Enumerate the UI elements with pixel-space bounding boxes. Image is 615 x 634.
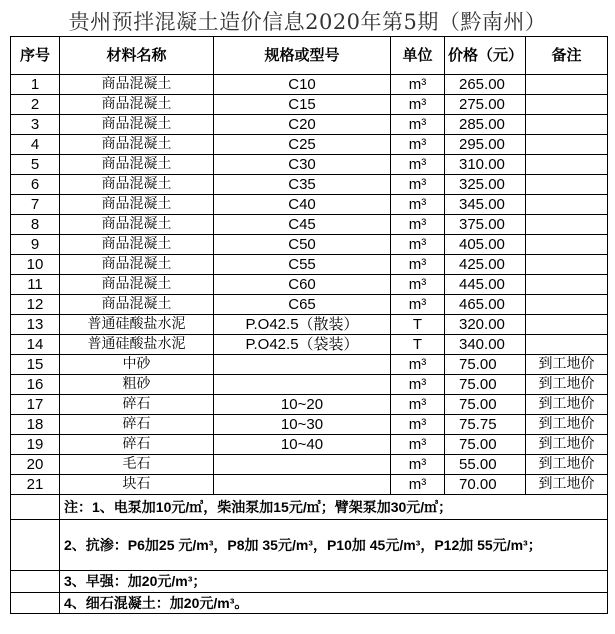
row-material-name: 商品混凝土 xyxy=(60,175,214,195)
header-seq: 序号 xyxy=(11,37,60,75)
row-price: 70.00 xyxy=(445,475,526,495)
table-row xyxy=(11,255,608,275)
row-remark xyxy=(526,135,608,155)
note-spacer xyxy=(11,571,60,593)
row-material-name: 商品混凝土 xyxy=(60,295,214,315)
row-remark: 到工地价 xyxy=(526,455,608,475)
note-spacer xyxy=(11,495,60,520)
row-price: 425.00 xyxy=(445,255,526,275)
row-material-name: 毛石 xyxy=(60,455,214,475)
row-seq: 14 xyxy=(11,335,60,355)
row-seq: 11 xyxy=(11,275,60,295)
row-unit: m³ xyxy=(391,175,445,195)
table-row xyxy=(11,275,608,295)
row-spec: C10 xyxy=(214,75,391,95)
row-material-name: 块石 xyxy=(60,475,214,495)
row-unit: m³ xyxy=(391,475,445,495)
row-seq: 3 xyxy=(11,115,60,135)
row-remark xyxy=(526,115,608,135)
row-remark xyxy=(526,215,608,235)
row-unit: m³ xyxy=(391,195,445,215)
row-spec xyxy=(214,355,391,375)
row-spec: C30 xyxy=(214,155,391,175)
row-remark: 到工地价 xyxy=(526,375,608,395)
row-seq: 16 xyxy=(11,375,60,395)
note-row xyxy=(11,593,608,614)
row-unit: m³ xyxy=(391,155,445,175)
table-row xyxy=(11,435,608,455)
row-remark xyxy=(526,175,608,195)
row-seq: 15 xyxy=(11,355,60,375)
table-row xyxy=(11,355,608,375)
row-price: 295.00 xyxy=(445,135,526,155)
row-material-name: 商品混凝土 xyxy=(60,195,214,215)
row-remark xyxy=(526,75,608,95)
row-remark xyxy=(526,295,608,315)
row-unit: m³ xyxy=(391,295,445,315)
row-spec: C15 xyxy=(214,95,391,115)
row-seq: 20 xyxy=(11,455,60,475)
row-spec: C20 xyxy=(214,115,391,135)
note-spacer xyxy=(11,520,60,571)
row-material-name: 商品混凝土 xyxy=(60,155,214,175)
row-unit: m³ xyxy=(391,455,445,475)
row-unit: T xyxy=(391,335,445,355)
row-price: 285.00 xyxy=(445,115,526,135)
row-material-name: 商品混凝土 xyxy=(60,95,214,115)
table-row xyxy=(11,315,608,335)
row-price: 275.00 xyxy=(445,95,526,115)
row-spec: C25 xyxy=(214,135,391,155)
row-seq: 6 xyxy=(11,175,60,195)
row-seq: 13 xyxy=(11,315,60,335)
row-remark xyxy=(526,195,608,215)
row-remark: 到工地价 xyxy=(526,475,608,495)
row-remark xyxy=(526,315,608,335)
table-row xyxy=(11,295,608,315)
header-unit: 单位 xyxy=(391,37,445,75)
table-row xyxy=(11,215,608,235)
row-seq: 18 xyxy=(11,415,60,435)
row-unit: m³ xyxy=(391,235,445,255)
row-price: 445.00 xyxy=(445,275,526,295)
row-remark xyxy=(526,335,608,355)
row-seq: 8 xyxy=(11,215,60,235)
table-row xyxy=(11,75,608,95)
row-price: 55.00 xyxy=(445,455,526,475)
table-row xyxy=(11,395,608,415)
row-seq: 12 xyxy=(11,295,60,315)
table-row xyxy=(11,375,608,395)
table-row xyxy=(11,195,608,215)
table-row xyxy=(11,335,608,355)
row-remark xyxy=(526,275,608,295)
row-unit: m³ xyxy=(391,95,445,115)
note-line-4: 4、细石混凝土：加20元/m³。 xyxy=(60,593,608,614)
row-material-name: 普通硅酸盐水泥 xyxy=(60,315,214,335)
row-price: 345.00 xyxy=(445,195,526,215)
row-unit: m³ xyxy=(391,215,445,235)
row-spec: C60 xyxy=(214,275,391,295)
row-price: 325.00 xyxy=(445,175,526,195)
row-material-name: 商品混凝土 xyxy=(60,275,214,295)
row-unit: m³ xyxy=(391,395,445,415)
page-title: 贵州预拌混凝土造价信息2020年第5期（黔南州） xyxy=(68,10,547,34)
row-spec: C65 xyxy=(214,295,391,315)
row-unit: T xyxy=(391,315,445,335)
header-remark: 备注 xyxy=(526,37,608,75)
note-row xyxy=(11,495,608,520)
note-line-2: 2、抗渗：P6加25 元/m³，P8加 35元/m³，P10加 45元/m³，P12加 55元/m³； xyxy=(60,520,608,571)
row-spec: P.O42.5（袋装） xyxy=(214,335,391,355)
row-unit: m³ xyxy=(391,355,445,375)
row-seq: 21 xyxy=(11,475,60,495)
table-row xyxy=(11,415,608,435)
row-material-name: 中砂 xyxy=(60,355,214,375)
row-material-name: 碎石 xyxy=(60,435,214,455)
row-seq: 19 xyxy=(11,435,60,455)
row-remark xyxy=(526,95,608,115)
row-remark: 到工地价 xyxy=(526,435,608,455)
row-material-name: 商品混凝土 xyxy=(60,135,214,155)
row-seq: 4 xyxy=(11,135,60,155)
row-unit: m³ xyxy=(391,435,445,455)
row-spec: C40 xyxy=(214,195,391,215)
row-material-name: 商品混凝土 xyxy=(60,215,214,235)
row-material-name: 碎石 xyxy=(60,395,214,415)
row-remark: 到工地价 xyxy=(526,355,608,375)
table-row xyxy=(11,235,608,255)
table-row xyxy=(11,455,608,475)
note-line-1: 注：1、电泵加10元/㎥，柴油泵加15元/㎥；臂架泵加30元/㎥； xyxy=(60,495,608,520)
row-spec: C50 xyxy=(214,235,391,255)
row-remark xyxy=(526,235,608,255)
header-price: 价格（元） xyxy=(445,37,526,75)
row-spec: C45 xyxy=(214,215,391,235)
row-unit: m³ xyxy=(391,255,445,275)
price-table xyxy=(10,36,608,614)
row-price: 265.00 xyxy=(445,75,526,95)
table-row xyxy=(11,135,608,155)
row-spec xyxy=(214,475,391,495)
row-seq: 9 xyxy=(11,235,60,255)
note-row xyxy=(11,520,608,571)
row-price: 75.00 xyxy=(445,395,526,415)
row-material-name: 普通硅酸盐水泥 xyxy=(60,335,214,355)
row-spec: P.O42.5（散装） xyxy=(214,315,391,335)
row-remark: 到工地价 xyxy=(526,415,608,435)
row-seq: 17 xyxy=(11,395,60,415)
row-spec: C35 xyxy=(214,175,391,195)
row-seq: 2 xyxy=(11,95,60,115)
note-spacer xyxy=(11,593,60,614)
row-unit: m³ xyxy=(391,75,445,95)
row-spec xyxy=(214,375,391,395)
note-row xyxy=(11,571,608,593)
header-material-name: 材料名称 xyxy=(60,37,214,75)
row-material-name: 商品混凝土 xyxy=(60,115,214,135)
row-spec: C55 xyxy=(214,255,391,275)
table-row xyxy=(11,155,608,175)
header-spec: 规格或型号 xyxy=(214,37,391,75)
row-unit: m³ xyxy=(391,415,445,435)
row-unit: m³ xyxy=(391,135,445,155)
row-remark: 到工地价 xyxy=(526,395,608,415)
row-unit: m³ xyxy=(391,275,445,295)
row-material-name: 商品混凝土 xyxy=(60,235,214,255)
row-price: 405.00 xyxy=(445,235,526,255)
row-price: 75.00 xyxy=(445,355,526,375)
row-price: 75.00 xyxy=(445,375,526,395)
row-price: 75.00 xyxy=(445,435,526,455)
row-remark xyxy=(526,155,608,175)
row-price: 75.75 xyxy=(445,415,526,435)
row-spec xyxy=(214,455,391,475)
table-row xyxy=(11,475,608,495)
table-row xyxy=(11,175,608,195)
row-seq: 1 xyxy=(11,75,60,95)
row-seq: 5 xyxy=(11,155,60,175)
row-price: 310.00 xyxy=(445,155,526,175)
row-material-name: 商品混凝土 xyxy=(60,75,214,95)
row-remark xyxy=(526,255,608,275)
row-material-name: 碎石 xyxy=(60,415,214,435)
table-row xyxy=(11,95,608,115)
row-price: 465.00 xyxy=(445,295,526,315)
row-spec: 10~40 xyxy=(214,435,391,455)
row-price: 320.00 xyxy=(445,315,526,335)
row-spec: 10~30 xyxy=(214,415,391,435)
row-spec: 10~20 xyxy=(214,395,391,415)
table-header-row xyxy=(11,37,608,75)
row-price: 340.00 xyxy=(445,335,526,355)
row-unit: m³ xyxy=(391,115,445,135)
row-unit: m³ xyxy=(391,375,445,395)
row-seq: 7 xyxy=(11,195,60,215)
row-seq: 10 xyxy=(11,255,60,275)
row-material-name: 商品混凝土 xyxy=(60,255,214,275)
row-price: 375.00 xyxy=(445,215,526,235)
note-line-3: 3、早强：加20元/m³； xyxy=(60,571,608,593)
table-row xyxy=(11,115,608,135)
row-material-name: 粗砂 xyxy=(60,375,214,395)
